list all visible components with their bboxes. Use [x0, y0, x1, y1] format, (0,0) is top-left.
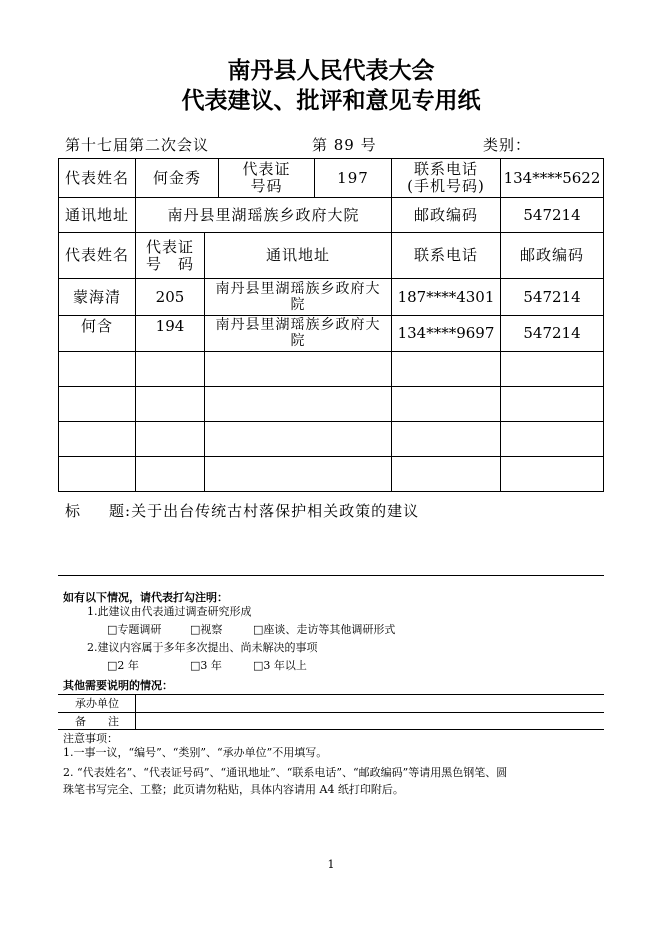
category-label: 类别：	[483, 136, 532, 154]
cosigner-address: 南丹县里湖瑶族乡政府大院	[215, 281, 381, 313]
phone-label	[392, 159, 500, 197]
document-title-line1: 南丹县人民代表大会	[227, 58, 435, 84]
cosigner-address-header: 通讯地址	[265, 246, 330, 264]
notes-line-2a: 2. “代表姓名”、“代表证号码”、“通讯地址”、“联系电话”、“邮政编码”等请用黑色钢笔、圆	[63, 766, 508, 779]
phone-label-line1: 联系电话	[413, 160, 478, 178]
id-label	[219, 159, 314, 197]
checkbox-3-years[interactable]: □3 年	[190, 659, 222, 672]
phone-label-line2: (手机号码)	[407, 177, 485, 195]
delegate-phone: 134****5622	[503, 168, 601, 187]
cosigner-phone: 187****4301	[397, 287, 495, 306]
cosigner-id: 205	[155, 287, 185, 306]
delegate-address: 南丹县里湖瑶族乡政府大院	[167, 205, 360, 224]
document-title-line2: 代表建议、批评和意见专用纸	[181, 88, 481, 114]
handler-label: 承办单位	[75, 697, 119, 710]
other-situation-label: 其他需要说明的情况：	[63, 679, 173, 692]
cosigner-name: 蒙海清	[72, 287, 121, 306]
notes-line-1: 1.一事一议，“编号”、“类别”、“承办单位”不用填写。	[63, 746, 328, 759]
cosigner-phone-header: 联系电话	[413, 246, 478, 264]
delegate-postcode: 547214	[523, 205, 581, 224]
checkbox-2-years[interactable]: □2 年	[107, 659, 139, 672]
checkbox-special-research[interactable]: □专题调研	[107, 623, 162, 636]
cosigner-id-header-line1: 代表证	[145, 237, 194, 256]
page-number: 1	[327, 858, 335, 871]
name-label: 代表姓名	[64, 168, 129, 187]
delegate-id: 197	[337, 168, 369, 187]
subject-line	[65, 500, 419, 521]
cosigner-id-header	[136, 233, 204, 278]
checklist-heading: 如有以下情况，请代表打勾注明：	[63, 591, 228, 604]
cosigner-phone: 134****9697	[397, 324, 495, 342]
checklist-item-2: 2.建议内容属于多年多次提出、尚未解决的事项	[87, 641, 318, 654]
cosigner-postcode: 547214	[523, 324, 581, 342]
id-label-line1: 代表证	[242, 160, 291, 178]
cosigner-id-header-line2: 号 码	[145, 254, 194, 273]
remark-label: 备 注	[75, 714, 119, 728]
cosigner-postcode-header: 邮政编码	[519, 246, 584, 264]
cosigner-name-header: 代表姓名	[64, 246, 129, 264]
cosigner-address: 南丹县里湖瑶族乡政府大院	[215, 317, 381, 349]
notes-line-2b: 珠笔书写完全、工整；此页请勿粘贴，具体内容请用 A4 纸打印附后。	[63, 783, 404, 796]
subject-label-a: 标	[65, 502, 82, 520]
checkbox-other-research[interactable]: □座谈、走访等其他调研形式	[253, 623, 396, 636]
subject-text: 关于出台传统古村落保护相关政策的建议	[131, 502, 420, 520]
checkbox-3-plus-years[interactable]: □3 年以上	[253, 659, 307, 672]
address-label: 通讯地址	[64, 205, 129, 224]
cosigner-postcode: 547214	[523, 287, 581, 306]
id-label-line2: 号码	[250, 177, 283, 195]
notes-heading: 注意事项：	[63, 732, 118, 745]
postcode-label: 邮政编码	[413, 205, 478, 224]
delegate-name: 何金秀	[152, 168, 201, 187]
proposal-number: 第 89 号	[312, 136, 377, 154]
cosigner-id: 194	[155, 317, 185, 335]
checkbox-inspection[interactable]: □视察	[190, 623, 223, 636]
session-label: 第十七届第二次会议	[65, 136, 210, 154]
checklist-item-1: 1.此建议由代表通过调查研究形成	[87, 605, 252, 618]
subject-label-b: 题:	[109, 502, 132, 520]
cosigner-name: 何含	[80, 317, 113, 335]
